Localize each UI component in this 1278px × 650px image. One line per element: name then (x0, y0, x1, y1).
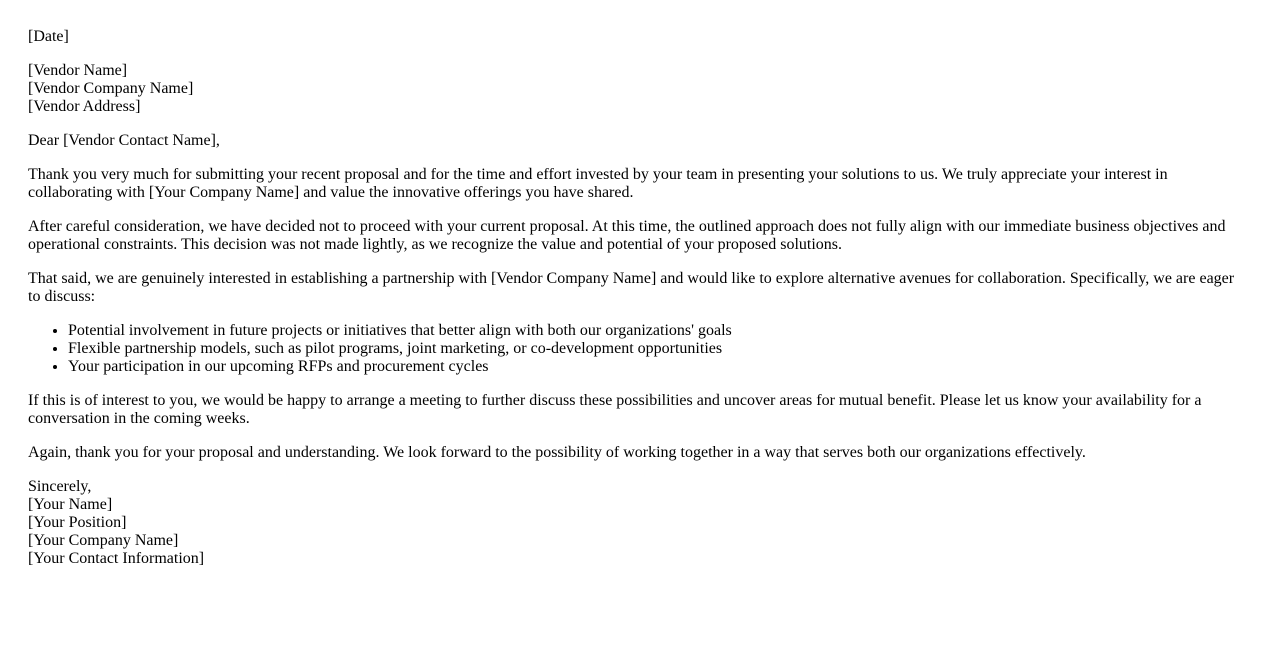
body-paragraph-partnership: That said, we are genuinely interested in establishing a partnership with [Vendor Company Name] and would like to explore alternative avenues for collaboration. Specifically, we are eager to discuss: (28, 270, 1235, 305)
body-paragraph-decision: After careful consideration, we have decided not to proceed with your current proposal. At this time, the outlined approach does not fully align with our immediate business objectives and operational constraints. This decision was not made lightly, as we recognize the value and potential of your proposed solutions. (28, 218, 1226, 253)
recipient-line-company: [Vendor Company Name] (28, 80, 194, 97)
discussion-topics-list (28, 322, 1250, 376)
signature-line-name: [Your Name] (28, 496, 113, 513)
list-item-rfp-participation: • Your participation in our upcoming RFPs and procurement cycles (68, 358, 1250, 376)
recipient-line-address: [Vendor Address] (28, 98, 141, 115)
signature-line-company: [Your Company Name] (28, 532, 179, 549)
body-paragraph-thanks: Thank you very much for submitting your recent proposal and for the time and effort invested by your team in presenting your solutions to us. We truly appreciate your interest in collaborating with [Your Company Name] and value the innovative offerings you have shared. (28, 166, 1168, 201)
signature-line-contact: [Your Contact Information] (28, 550, 205, 567)
signature-line-position: [Your Position] (28, 514, 127, 531)
signature-block (28, 478, 1250, 568)
list-item-partnership-models: • Flexible partnership models, such as pilot programs, joint marketing, or co-development opportunities (68, 340, 1250, 358)
recipient-block (28, 62, 1250, 116)
salutation: Dear [Vendor Contact Name], (28, 132, 220, 149)
body-paragraph-meeting: If this is of interest to you, we would be happy to arrange a meeting to further discuss these possibilities and uncover areas for mutual benefit. Please let us know your availability for a conversation in the coming weeks. (28, 392, 1202, 427)
list-item-future-projects: • Potential involvement in future projects or initiatives that better align with both our organizations' goals (68, 322, 1250, 340)
recipient-line-name: [Vendor Name] (28, 62, 128, 79)
signature-line-sincerely: Sincerely, (28, 478, 92, 495)
body-paragraph-closing-thanks: Again, thank you for your proposal and understanding. We look forward to the possibility of working together in a way that serves both our organizations effectively. (28, 444, 1086, 461)
date-line: [Date] (28, 28, 69, 45)
